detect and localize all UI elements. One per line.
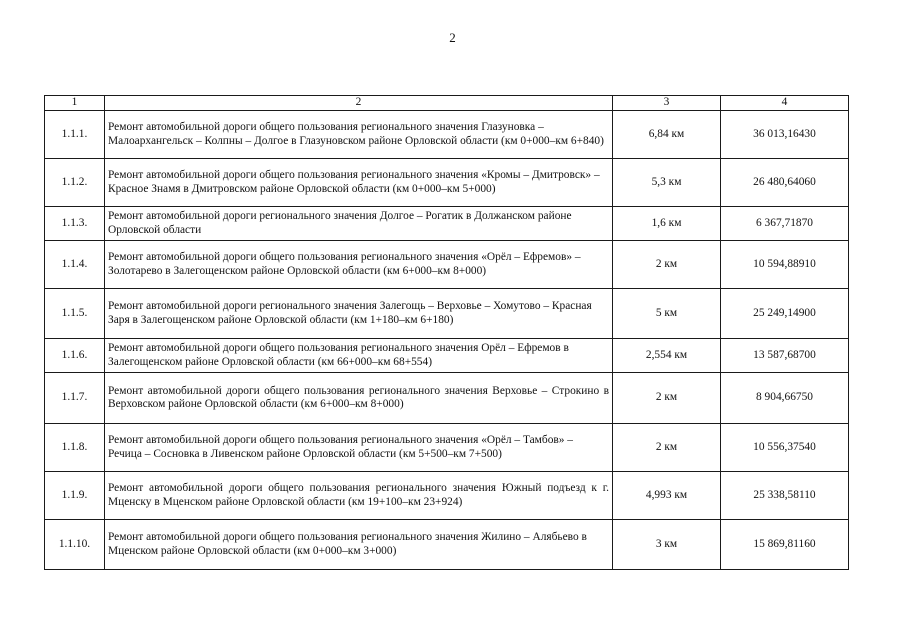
road-description: Ремонт автомобильной дороги общего пользования регионального значения Глазуновка – Малоархангельск – Колпны – Долгое в Глазуновском районе Орловской области (км 0+000–км 6+840) <box>105 111 613 159</box>
road-description: Ремонт автомобильной дороги общего пользования регионального значения Жилино – Алябьево в Мценском районе Орловской области (км 0+000–км 3+000) <box>105 520 613 570</box>
repair-cost: 26 480,64060 <box>721 159 849 207</box>
row-number: 1.1.7. <box>45 373 105 424</box>
road-description: Ремонт автомобильной дороги общего пользования регионального значения «Кромы – Дмитровск» – Красное Знамя в Дмитровском районе Орловской области (км 0+000–км 5+000) <box>105 159 613 207</box>
repair-cost: 15 869,81160 <box>721 520 849 570</box>
table-row <box>45 241 849 289</box>
row-number: 1.1.3. <box>45 207 105 241</box>
road-length: 6,84 км <box>613 111 721 159</box>
repair-cost: 10 594,88910 <box>721 241 849 289</box>
road-length: 5,3 км <box>613 159 721 207</box>
road-description-text: Ремонт автомобильной дороги общего пользования регионального значения Верховье – Строкино в Верховском районе Орловской области (км 6+000–км 8+000) <box>108 384 609 410</box>
table-row <box>45 339 849 373</box>
road-description-text: Ремонт автомобильной дороги общего пользования регионального значения Южный подъезд к г. Мценску в Мценском районе Орловской области (км 19+100–км 23+924) <box>108 482 609 508</box>
road-length: 3 км <box>613 520 721 570</box>
column-header: 1 <box>45 96 105 111</box>
repair-cost: 25 249,14900 <box>721 289 849 339</box>
road-description <box>105 373 613 424</box>
repair-cost: 13 587,68700 <box>721 339 849 373</box>
column-header: 2 <box>105 96 613 111</box>
page-number: 2 <box>449 30 456 45</box>
road-length: 2 км <box>613 424 721 472</box>
road-description: Ремонт автомобильной дороги регионального значения Долгое – Рогатик в Должанском районе Орловской области <box>105 207 613 241</box>
row-number: 1.1.9. <box>45 472 105 520</box>
row-number: 1.1.2. <box>45 159 105 207</box>
column-header: 3 <box>613 96 721 111</box>
table-header-row <box>45 96 849 111</box>
road-description: Ремонт автомобильной дороги регионального значения Залегощь – Верховье – Хомутово – Красная Заря в Залегощенском районе Орловской области (км 1+180–км 6+180) <box>105 289 613 339</box>
table-row <box>45 373 849 424</box>
road-length: 2,554 км <box>613 339 721 373</box>
repair-cost: 10 556,37540 <box>721 424 849 472</box>
road-length: 2 км <box>613 241 721 289</box>
repair-cost: 6 367,71870 <box>721 207 849 241</box>
row-number: 1.1.4. <box>45 241 105 289</box>
road-length: 2 км <box>613 373 721 424</box>
row-number: 1.1.8. <box>45 424 105 472</box>
repair-cost: 36 013,16430 <box>721 111 849 159</box>
road-length: 1,6 км <box>613 207 721 241</box>
table-row <box>45 111 849 159</box>
table-row <box>45 472 849 520</box>
road-description: Ремонт автомобильной дороги общего пользования регионального значения Орёл – Ефремов в Залегощенском районе Орловской области (км 66+000–км 68+554) <box>105 339 613 373</box>
road-description <box>105 472 613 520</box>
road-length: 4,993 км <box>613 472 721 520</box>
road-repair-table <box>44 95 849 570</box>
road-description: Ремонт автомобильной дороги общего пользования регионального значения «Орёл – Ефремов» – Золотарево в Залегощенском районе Орловской области (км 6+000–км 8+000) <box>105 241 613 289</box>
row-number: 1.1.10. <box>45 520 105 570</box>
table-row <box>45 424 849 472</box>
row-number: 1.1.6. <box>45 339 105 373</box>
road-length: 5 км <box>613 289 721 339</box>
repair-cost: 8 904,66750 <box>721 373 849 424</box>
table-row <box>45 159 849 207</box>
column-header: 4 <box>721 96 849 111</box>
repair-cost: 25 338,58110 <box>721 472 849 520</box>
table-row <box>45 520 849 570</box>
row-number: 1.1.1. <box>45 111 105 159</box>
row-number: 1.1.5. <box>45 289 105 339</box>
table-row <box>45 207 849 241</box>
road-description: Ремонт автомобильной дороги общего пользования регионального значения «Орёл – Тамбов» – Речица – Сосновка в Ливенском районе Орловской области (км 5+500–км 7+500) <box>105 424 613 472</box>
table-row <box>45 289 849 339</box>
